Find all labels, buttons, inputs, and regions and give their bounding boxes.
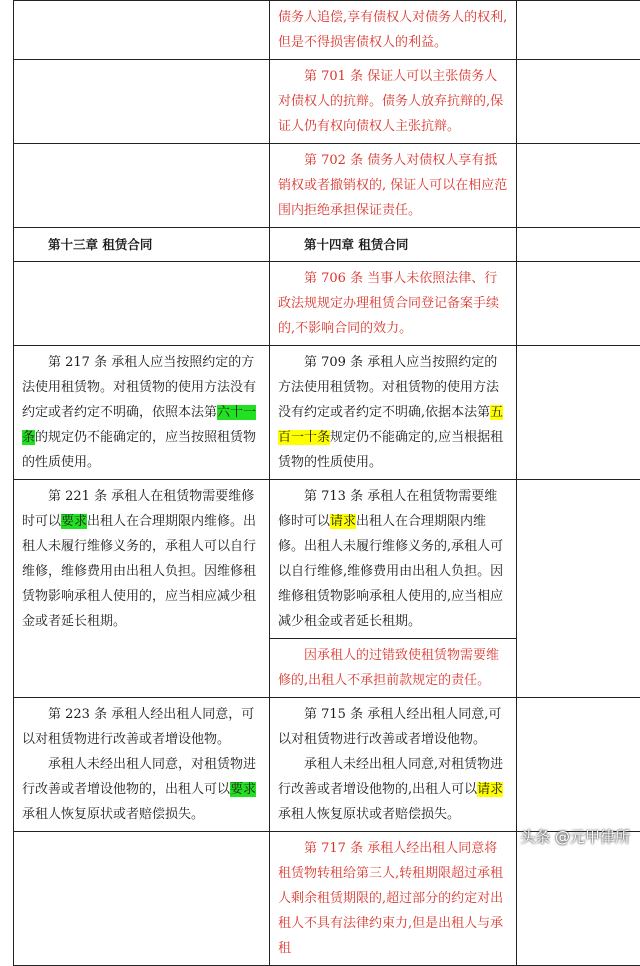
- chapter-heading: 第十四章 租赁合同: [278, 232, 510, 257]
- article-text: 债务人追偿,享有债权人对债务人的权利,但是不得损害债权人的利益。: [278, 5, 510, 55]
- note-cell: [517, 346, 640, 480]
- article-text: [22, 350, 263, 475]
- text-run: 承租人恢复原状或者赔偿损失。: [22, 807, 204, 822]
- added-paragraph: [270, 638, 516, 693]
- source-watermark: 头条 @元甲律所: [520, 826, 630, 847]
- note-cell: [517, 480, 640, 698]
- chapter-heading: 第十三章 租赁合同: [22, 232, 263, 257]
- text-run: 出租人在合理期限内维修。出租人未履行维修义务的,承租人可以自行维修,维修费用由出租人负担。因维修租赁物影响承租人使用的,应当相应减少租金或者延长租期。: [278, 514, 503, 629]
- article-text: 因承租人的过错致使租赁物需要维修的,出租人不承担前款规定的责任。: [278, 643, 510, 693]
- article-text: [22, 484, 263, 634]
- old-law-cell: [14, 144, 270, 228]
- note-cell: [517, 144, 640, 228]
- article-text: 第 717 条 承租人经出租人同意将租赁物转租给第三人,转租期限超过承租人剩余租赁期限的,超过部分的约定对出租人不具有法律约束力,但是出租人与承租: [278, 836, 510, 961]
- text-run: 第 709 条 承租人应当按照约定的方法使用租赁物。对租赁物的使用方法没有约定或者约定不明确,依据本法第: [278, 355, 499, 420]
- text-run: 承租人恢复原状或者赔偿损失。: [278, 807, 460, 822]
- text-run: 出租人在合理期限内维修。出租人未履行维修义务的，承租人可以自行维修，维修费用由出租人负担。因维修租赁物影响承租人使用的，应当相应减少租金或者延长租期。: [22, 514, 256, 629]
- old-law-cell: [14, 832, 270, 966]
- table-row: [14, 1, 640, 60]
- old-law-cell: [14, 228, 270, 262]
- highlighted-change: 五百一十条: [278, 405, 503, 445]
- article-text: 第 706 条 当事人未依照法律、行政法规规定办理租赁合同登记备案手续的,不影响合同的效力。: [278, 266, 510, 341]
- old-law-cell: [14, 346, 270, 480]
- article-text: 第 223 条 承租人经出租人同意，可以对租赁物进行改善或者增设他物。: [22, 702, 263, 752]
- new-law-cell: [270, 832, 517, 966]
- new-law-cell: [270, 144, 517, 228]
- old-law-cell: [14, 262, 270, 346]
- article-text: [278, 350, 510, 475]
- highlighted-change: 请求: [477, 782, 503, 797]
- new-law-cell: [270, 60, 517, 144]
- new-law-cell: [270, 480, 517, 698]
- text-run: 规定仍不能确定的,应当根据租赁物的性质使用。: [278, 430, 503, 470]
- text-run: 第 217 条 承租人应当按照约定的方法使用租赁物。对租赁物的使用方法没有约定或者约定不明确，依照本法第: [22, 355, 256, 420]
- highlighted-change: 六十一条: [22, 405, 256, 445]
- note-cell: [517, 698, 640, 832]
- table-row: [14, 832, 640, 966]
- text-run: 第 221 条 承租人在租赁物需要维修时可以: [22, 489, 254, 529]
- old-law-cell: [14, 480, 270, 698]
- table-row: [14, 480, 640, 698]
- highlighted-change: 请求: [330, 514, 356, 529]
- note-cell: [517, 832, 640, 966]
- new-law-cell: [270, 346, 517, 480]
- old-law-cell: [14, 1, 270, 60]
- article-text: 第 701 条 保证人可以主张债务人对债权人的抗辩。债务人放弃抗辩的,保证人仍有权向债权人主张抗辩。: [278, 64, 510, 139]
- table-row: [14, 228, 640, 262]
- table-row: [14, 144, 640, 228]
- article-text: 第 715 条 承租人经出租人同意,可以对租赁物进行改善或者增设他物。: [278, 702, 510, 752]
- old-law-cell: [14, 60, 270, 144]
- article-text: [278, 752, 510, 827]
- table-row: [14, 60, 640, 144]
- new-law-cell: [270, 262, 517, 346]
- article-text: [22, 752, 263, 827]
- new-law-cell: [270, 228, 517, 262]
- text-run: 的规定仍不能确定的，应当按照租赁物的性质使用。: [22, 430, 256, 470]
- text-run: 第 713 条 承租人在租赁物需要维修时可以: [278, 489, 497, 529]
- table-row: [14, 262, 640, 346]
- highlighted-change: 要求: [61, 514, 87, 529]
- text-run: 承租人未经出租人同意，对租赁物进行改善或者增设他物的，出租人可以: [22, 757, 256, 797]
- table-row: [14, 346, 640, 480]
- article-text: 第 702 条 债务人对债权人享有抵销权或者撤销权的, 保证人可以在相应范围内拒绝承担保证责任。: [278, 148, 510, 223]
- highlighted-change: 要求: [230, 782, 256, 797]
- article-text: [278, 484, 510, 634]
- old-law-cell: [14, 698, 270, 832]
- table-row: [14, 698, 640, 832]
- text-run: 承租人未经出租人同意,对租赁物进行改善或者增设他物的,出租人可以: [278, 757, 503, 797]
- new-law-cell: [270, 698, 517, 832]
- note-cell: [517, 262, 640, 346]
- note-cell: [517, 228, 640, 262]
- note-cell: [517, 60, 640, 144]
- note-cell: [517, 1, 640, 60]
- law-comparison-table: [13, 0, 640, 966]
- new-law-cell: [270, 1, 517, 60]
